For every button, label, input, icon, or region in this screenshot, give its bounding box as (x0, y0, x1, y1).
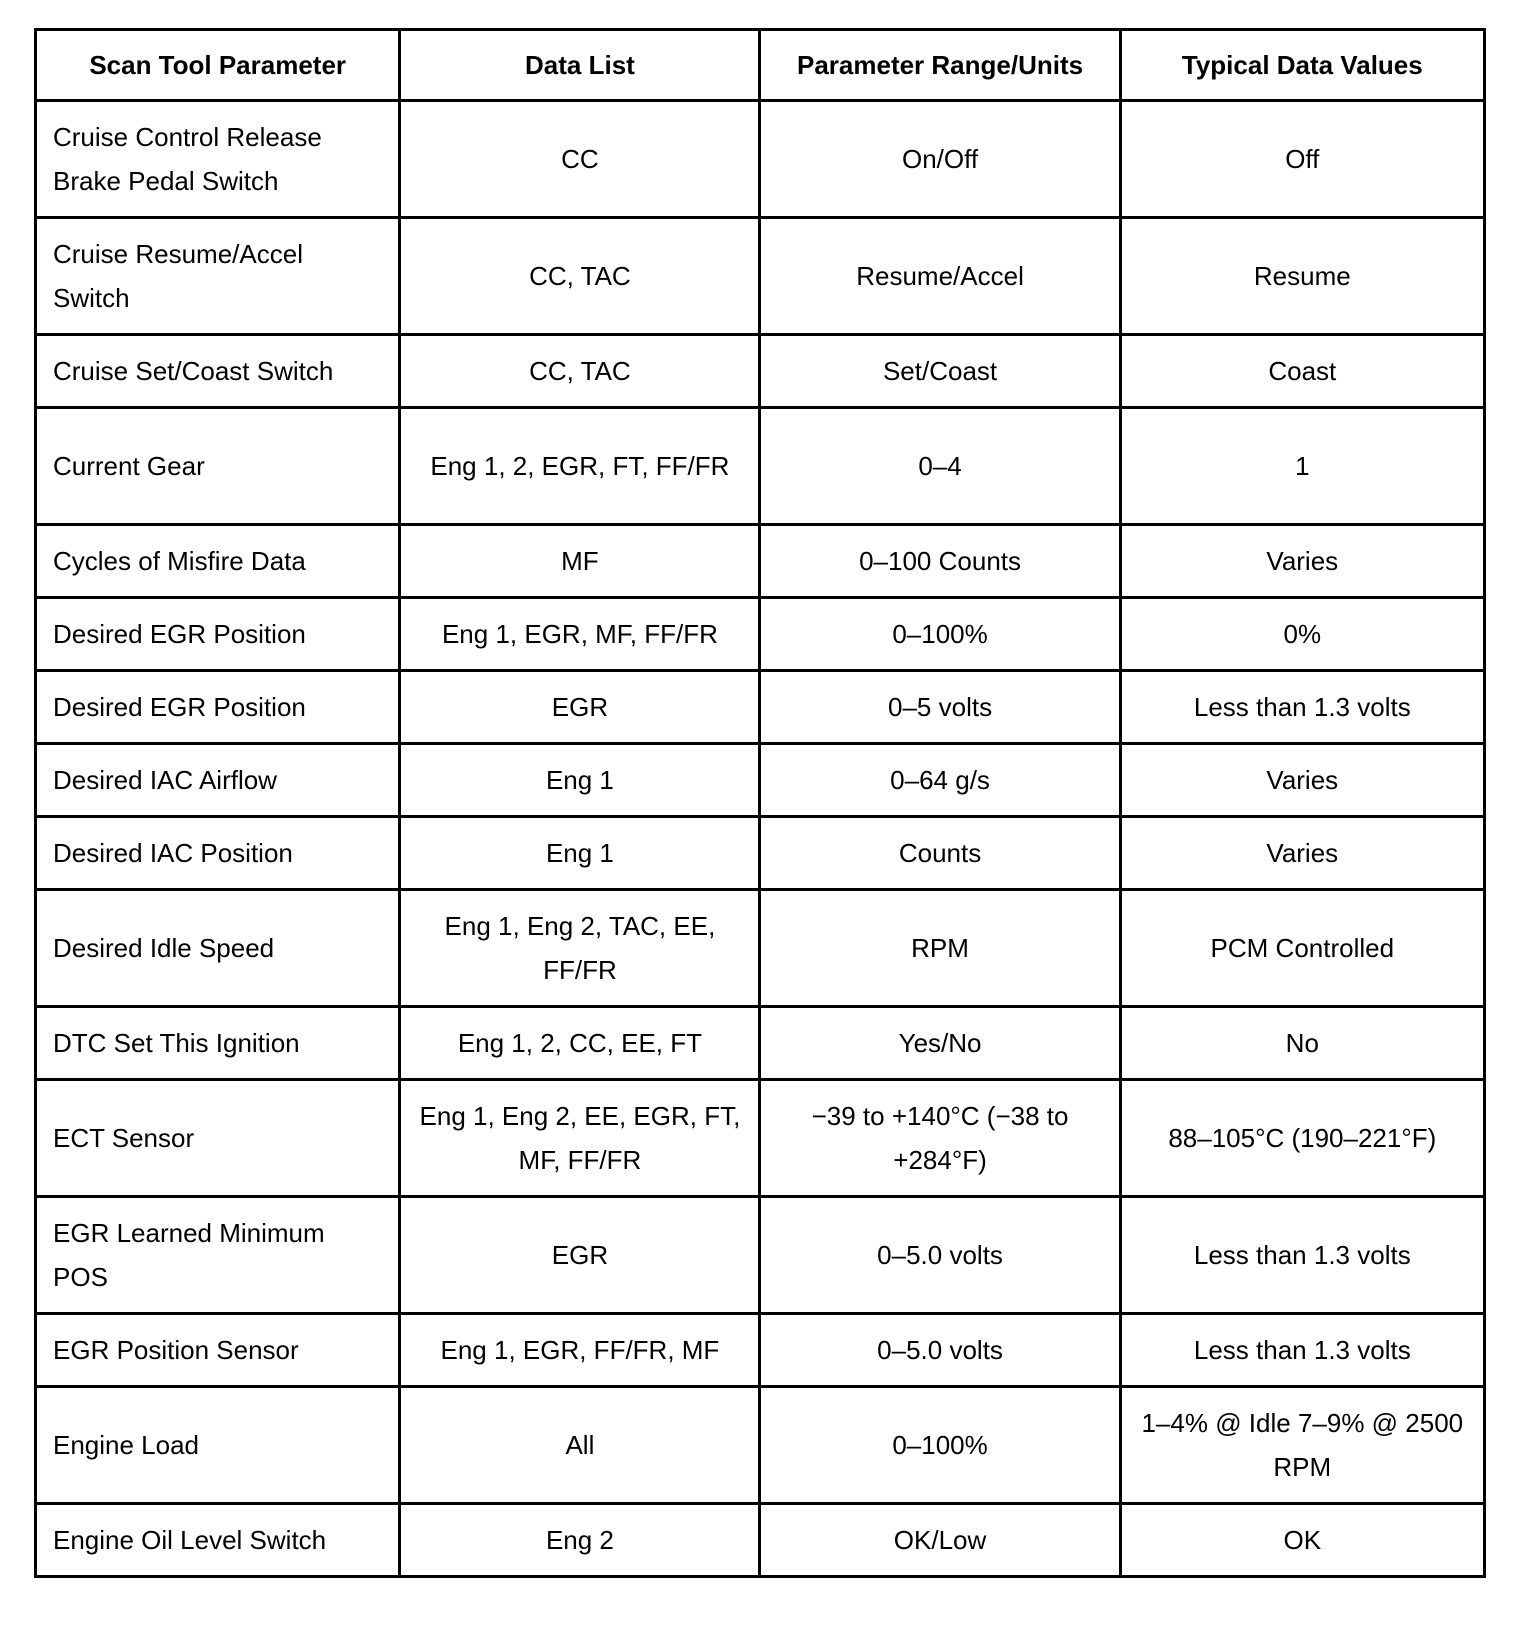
table-row (36, 525, 1485, 598)
cell-data-list: Eng 1, EGR, FF/FR, MF (400, 1314, 760, 1387)
cell-range-units: Yes/No (760, 1007, 1120, 1080)
table-header-row (36, 30, 1485, 101)
table-row (36, 1080, 1485, 1197)
table-row (36, 817, 1485, 890)
table-row (36, 1387, 1485, 1504)
cell-parameter: Current Gear (36, 408, 400, 525)
cell-range-units: 0–5.0 volts (760, 1197, 1120, 1314)
table-row (36, 218, 1485, 335)
cell-typical-value: Less than 1.3 volts (1120, 1197, 1484, 1314)
cell-range-units: On/Off (760, 101, 1120, 218)
cell-range-units: RPM (760, 890, 1120, 1007)
cell-parameter: Engine Load (36, 1387, 400, 1504)
cell-parameter: Desired IAC Airflow (36, 744, 400, 817)
cell-data-list: MF (400, 525, 760, 598)
table-row (36, 890, 1485, 1007)
cell-typical-value: OK (1120, 1504, 1484, 1577)
cell-range-units: 0–100% (760, 1387, 1120, 1504)
header-parameter-range-units: Parameter Range/Units (760, 30, 1120, 101)
cell-range-units: OK/Low (760, 1504, 1120, 1577)
cell-typical-value: 1–4% @ Idle 7–9% @ 2500 RPM (1120, 1387, 1484, 1504)
cell-range-units: 0–5 volts (760, 671, 1120, 744)
cell-parameter: Desired EGR Position (36, 671, 400, 744)
cell-typical-value: Varies (1120, 744, 1484, 817)
cell-range-units: Counts (760, 817, 1120, 890)
cell-parameter: Engine Oil Level Switch (36, 1504, 400, 1577)
table-row (36, 1314, 1485, 1387)
cell-typical-value: Varies (1120, 817, 1484, 890)
cell-range-units: 0–4 (760, 408, 1120, 525)
cell-range-units: Resume/Accel (760, 218, 1120, 335)
cell-data-list: Eng 1, Eng 2, TAC, EE, FF/FR (400, 890, 760, 1007)
table-row (36, 1007, 1485, 1080)
table-row (36, 1197, 1485, 1314)
cell-parameter: Cycles of Misfire Data (36, 525, 400, 598)
cell-typical-value: 1 (1120, 408, 1484, 525)
cell-data-list: Eng 1 (400, 817, 760, 890)
cell-parameter: Desired Idle Speed (36, 890, 400, 1007)
table-row (36, 101, 1485, 218)
cell-parameter: EGR Position Sensor (36, 1314, 400, 1387)
header-typical-data-values: Typical Data Values (1120, 30, 1484, 101)
cell-data-list: All (400, 1387, 760, 1504)
cell-data-list: Eng 1, 2, CC, EE, FT (400, 1007, 760, 1080)
table-row (36, 598, 1485, 671)
cell-typical-value: Less than 1.3 volts (1120, 1314, 1484, 1387)
cell-parameter: Cruise Set/Coast Switch (36, 335, 400, 408)
table-row (36, 408, 1485, 525)
cell-range-units: 0–100 Counts (760, 525, 1120, 598)
cell-parameter: ECT Sensor (36, 1080, 400, 1197)
cell-typical-value: 88–105°C (190–221°F) (1120, 1080, 1484, 1197)
cell-typical-value: Coast (1120, 335, 1484, 408)
table-row (36, 1504, 1485, 1577)
table-row (36, 671, 1485, 744)
header-scan-tool-parameter: Scan Tool Parameter (36, 30, 400, 101)
cell-parameter: DTC Set This Ignition (36, 1007, 400, 1080)
cell-range-units: 0–100% (760, 598, 1120, 671)
cell-typical-value: PCM Controlled (1120, 890, 1484, 1007)
cell-parameter: EGR Learned Minimum POS (36, 1197, 400, 1314)
table-row (36, 744, 1485, 817)
cell-parameter: Desired EGR Position (36, 598, 400, 671)
cell-range-units: 0–64 g/s (760, 744, 1120, 817)
cell-typical-value: Off (1120, 101, 1484, 218)
cell-data-list: Eng 1, EGR, MF, FF/FR (400, 598, 760, 671)
cell-data-list: EGR (400, 671, 760, 744)
cell-data-list: Eng 1, 2, EGR, FT, FF/FR (400, 408, 760, 525)
cell-data-list: CC, TAC (400, 218, 760, 335)
cell-data-list: EGR (400, 1197, 760, 1314)
cell-range-units: −39 to +140°C (−38 to +284°F) (760, 1080, 1120, 1197)
table-row (36, 335, 1485, 408)
cell-range-units: 0–5.0 volts (760, 1314, 1120, 1387)
cell-data-list: Eng 2 (400, 1504, 760, 1577)
cell-range-units: Set/Coast (760, 335, 1120, 408)
cell-typical-value: Less than 1.3 volts (1120, 671, 1484, 744)
header-data-list: Data List (400, 30, 760, 101)
cell-typical-value: Varies (1120, 525, 1484, 598)
cell-data-list: CC, TAC (400, 335, 760, 408)
cell-typical-value: Resume (1120, 218, 1484, 335)
scan-tool-data-table (34, 28, 1486, 1578)
cell-parameter: Cruise Control Release Brake Pedal Switch (36, 101, 400, 218)
cell-data-list: Eng 1, Eng 2, EE, EGR, FT, MF, FF/FR (400, 1080, 760, 1197)
cell-typical-value: 0% (1120, 598, 1484, 671)
cell-data-list: CC (400, 101, 760, 218)
cell-typical-value: No (1120, 1007, 1484, 1080)
cell-parameter: Desired IAC Position (36, 817, 400, 890)
cell-parameter: Cruise Resume/Accel Switch (36, 218, 400, 335)
cell-data-list: Eng 1 (400, 744, 760, 817)
